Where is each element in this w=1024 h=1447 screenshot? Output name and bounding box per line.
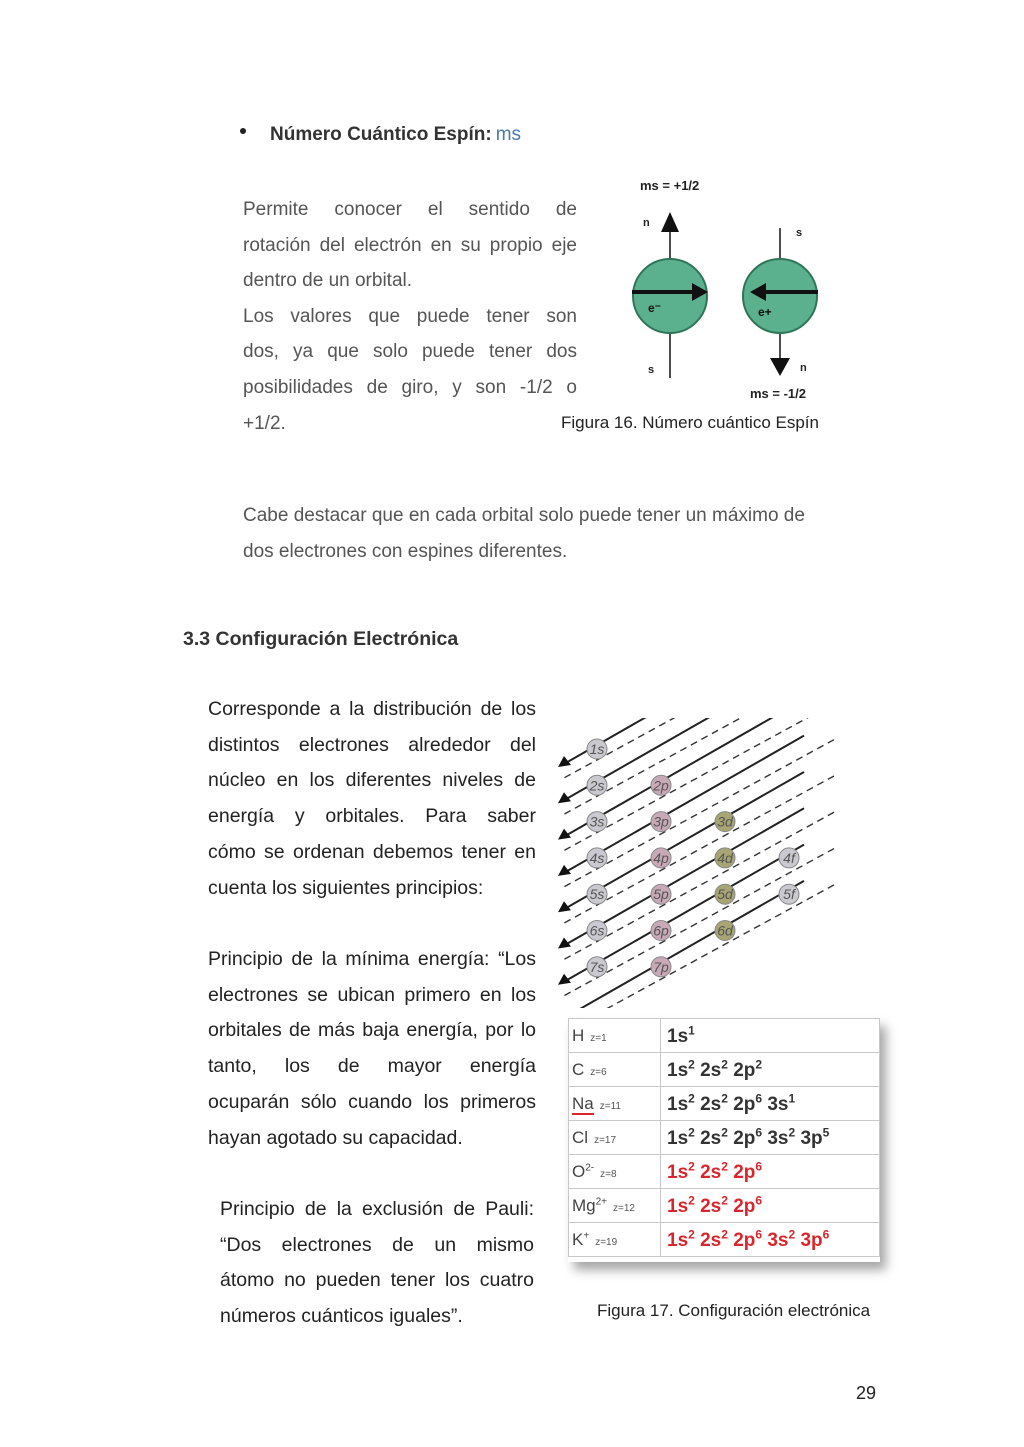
note-paragraph [243, 498, 863, 569]
config-row [569, 1189, 880, 1223]
min-energy-line: hayan agotado su capacidad. [208, 1126, 463, 1149]
spin-top-label: ms = +1/2 [640, 178, 700, 193]
spin-line: dos, ya que solo puede tener dos [243, 341, 577, 363]
orbital-label: 3p [653, 813, 669, 830]
pauli-line: átomo no pueden tener los cuatro [220, 1269, 534, 1291]
subshell: $2p^2$ [727, 1057, 763, 1081]
spin-line: +1/2. [243, 412, 286, 434]
element-cell [569, 1053, 661, 1087]
element-symbol: Mg [572, 1195, 596, 1215]
element-symbol: Na [572, 1093, 594, 1113]
orbital-label: 5p [653, 886, 669, 903]
spin-line: posibilidades de giro, y son -1/2 o [243, 376, 577, 398]
orbital-label: 5s [589, 886, 605, 903]
subshell: $2p^6$ [727, 1227, 763, 1251]
right-top-pole: s [796, 227, 803, 239]
element-cell [569, 1189, 661, 1223]
config-row [569, 1087, 880, 1121]
orbital-label: 3d [717, 813, 733, 830]
config-line: distintos electrones alrededor del [208, 733, 536, 756]
config-table [568, 1018, 880, 1257]
spin-heading-label: Número Cuántico Espín: [270, 124, 492, 145]
config-line: núcleo en los diferentes niveles de [208, 769, 536, 792]
element-symbol: O [572, 1161, 586, 1181]
config-row [569, 1053, 880, 1087]
min-energy-paragraph [208, 942, 536, 1156]
orbital-filling-diagram [552, 718, 848, 1008]
config-line: energía y orbitales. Para saber [208, 805, 536, 828]
left-charge: e⁻ [648, 301, 662, 315]
left-top-pole: n [643, 217, 650, 229]
subshell: $1s^1$ [667, 1023, 695, 1047]
config-row [569, 1223, 880, 1257]
note-line: Cabe destacar que en cada orbital solo puede tener un máximo de [243, 505, 805, 526]
orbital-label: 6p [653, 922, 669, 939]
subshell: $1s^2$ [667, 1227, 695, 1251]
configuration-cell [661, 1121, 880, 1155]
config-line: cómo se ordenan debemos tener en [208, 840, 536, 863]
right-electron-sphere [743, 259, 817, 333]
figure-16-caption: Figura 16. Número cuántico Espín [561, 413, 819, 432]
orbital-label: 6d [717, 922, 733, 939]
config-row [569, 1155, 880, 1189]
orbital-label: 4p [653, 849, 669, 866]
min-energy-line: orbitales de más baja energía, por lo [208, 1019, 536, 1042]
min-energy-line: ocuparán sólo cuando los primeros [208, 1090, 536, 1113]
subshell: $2p^6$ [727, 1159, 763, 1183]
right-charge: e+ [758, 305, 772, 319]
spin-symbol: ms [495, 124, 522, 145]
element-cell [569, 1121, 661, 1155]
orbital-label: 4d [717, 849, 733, 866]
subshell: $2s^2$ [694, 1057, 728, 1081]
section-title: 3.3 Configuración Electrónica [183, 628, 459, 650]
ion-charge: 2+ [595, 1195, 608, 1207]
spin-bottom-label: ms = -1/2 [750, 386, 807, 401]
diagonal-guide [562, 718, 834, 815]
orbital-label: 1s [589, 741, 605, 757]
atomic-number: z=6 [590, 1066, 607, 1078]
spin-line: dentro de un orbital. [243, 270, 413, 292]
subshell: $2s^2$ [694, 1159, 728, 1183]
orbital-label: 7p [653, 958, 669, 975]
atomic-number: z=12 [613, 1202, 635, 1214]
orbital-label: 2p [653, 777, 669, 794]
subshell: $3s^1$ [762, 1091, 796, 1115]
orbital-label: 4f [783, 849, 795, 866]
subshell: $3p^6$ [795, 1227, 830, 1251]
configuration-cell [661, 1053, 880, 1087]
element-symbol: Cl [572, 1127, 589, 1147]
subshell: $1s^2$ [667, 1125, 695, 1149]
subshell: $2p^6$ [727, 1091, 763, 1115]
subshell: $1s^2$ [667, 1091, 695, 1115]
left-up-arrow-icon [661, 212, 679, 232]
ion-charge: + [583, 1229, 590, 1241]
subshell: $2p^6$ [727, 1125, 763, 1149]
config-row [569, 1019, 880, 1053]
atomic-number: z=17 [594, 1134, 617, 1146]
subshell: $3s^2$ [762, 1227, 796, 1251]
spin-paragraph [243, 192, 577, 441]
configuration-cell [661, 1189, 880, 1223]
atomic-number: z=1 [590, 1032, 607, 1044]
orbital-label: 3s [589, 813, 605, 830]
subshell: $1s^2$ [667, 1159, 695, 1183]
min-energy-line: tanto, los de mayor energía [208, 1055, 536, 1078]
orbital-label: 5f [783, 886, 795, 903]
min-energy-line: electrones se ubican primero en los [208, 983, 536, 1006]
orbital-label: 7s [589, 958, 605, 975]
orbital-label: 5d [717, 886, 733, 903]
spin-figure [618, 172, 840, 404]
spin-line: Permite conocer el sentido de [243, 199, 577, 220]
element-symbol: C [572, 1059, 585, 1079]
config-table-figure [568, 1018, 880, 1262]
pauli-paragraph [220, 1192, 534, 1334]
note-line: dos electrones con espines diferentes. [243, 540, 568, 562]
config-line: Corresponde a la distribución de los [208, 698, 536, 720]
configuration-cell [661, 1223, 880, 1257]
config-paragraph [208, 692, 536, 906]
pauli-line: Principio de la exclusión de Pauli: [220, 1198, 534, 1220]
config-line: cuenta los siguientes principios: [208, 876, 484, 899]
element-cell [569, 1019, 661, 1053]
element-cell [569, 1155, 661, 1189]
element-cell [569, 1223, 661, 1257]
left-bottom-pole: s [648, 364, 655, 376]
ion-charge: 2- [585, 1161, 595, 1173]
subshell: $3s^2$ [762, 1125, 796, 1149]
down-arrow-icon [770, 358, 790, 376]
page-number: 29 [856, 1383, 877, 1403]
pauli-line: números cuánticos iguales”. [220, 1304, 463, 1327]
subshell: $2s^2$ [694, 1193, 728, 1217]
orbital-label: 2s [589, 777, 605, 794]
subshell: $2s^2$ [694, 1125, 728, 1149]
config-row [569, 1121, 880, 1155]
configuration-cell [661, 1087, 880, 1121]
spin-line: rotación del electrón en su propio eje [243, 234, 577, 256]
atomic-number: z=19 [595, 1236, 618, 1248]
orbital-label: 6s [589, 922, 605, 939]
subshell: $2s^2$ [694, 1227, 728, 1251]
right-bottom-pole: n [800, 362, 807, 374]
configuration-cell [661, 1155, 880, 1189]
bullet-dot [240, 128, 246, 134]
spin-heading [270, 124, 521, 146]
spin-line: Los valores que puede tener son [243, 305, 577, 327]
element-symbol: H [572, 1025, 585, 1045]
subshell: $1s^2$ [667, 1193, 695, 1217]
atomic-number: z=11 [599, 1100, 621, 1112]
configuration-cell [661, 1019, 880, 1053]
atomic-number: z=8 [600, 1168, 617, 1180]
pauli-line: “Dos electrones de un mismo [220, 1233, 534, 1256]
orbital-label: 4s [589, 849, 605, 866]
subshell: $3p^5$ [795, 1125, 830, 1149]
subshell: $2p^6$ [727, 1193, 763, 1217]
subshell: $1s^2$ [667, 1057, 695, 1081]
figure-17-caption: Figura 17. Configuración electrónica [597, 1301, 871, 1320]
element-symbol: K [572, 1229, 584, 1249]
subshell: $2s^2$ [694, 1091, 728, 1115]
min-energy-line: Principio de la mínima energía: “Los [208, 948, 536, 970]
element-cell [569, 1087, 661, 1121]
